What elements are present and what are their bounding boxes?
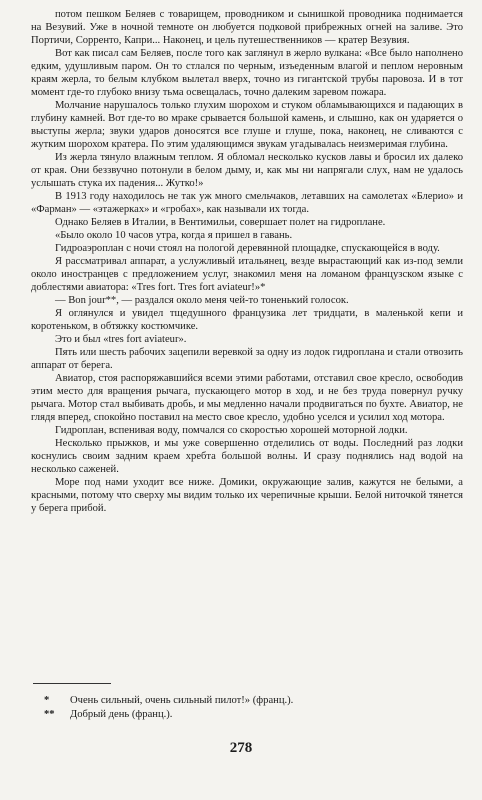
footnote-mark: * [44,695,50,706]
footnote [44,694,464,708]
paragraph: Несколько прыжков, и мы уже совершенно отделились от воды. Последний раз лодки коснулись своим задним краем хребта большой волны. И сразу поднялись над водой на несколько саженей. [31,438,463,475]
paragraph: — Bon jour**, — раздался около меня чей-то тоненький голосок. [55,295,349,306]
paragraph: Вот как писал сам Беляев, после того как заглянул в жерло вулкана: «Все было наполнено едким, удушливым паром. Он то стлался по черным, изъеденным влагой и пеплом неровным краям жерла, то белым клубком вылетал вверх, точно из гигантской трубы паровоза. И в тот момент где-то глубоко внизу тьма освещалась, точно далеким заревом пожара. [31,48,463,98]
paragraph: В 1913 году находилось не так уж много смельчаков, летавших на самолетах «Блерио» и «Фарман» — «этажерках» и «гробах», как называли их тогда. [31,191,463,215]
paragraph: Гидроплан, вспенивая воду, помчался со скоростью хорошей моторной лодки. [55,425,408,436]
paragraph: Из жерла тянуло влажным теплом. Я обломал несколько кусков лавы и бросил их далеко от края. Они беззвучно потонули в белом дыму, и, как мы ни напрягали слух, нам не удалось услышать стука их падения... Жутко!» [31,152,463,189]
footnote [44,708,464,722]
paragraph: Пять или шесть рабочих зацепили веревкой за одну из лодок гидроплана и стали отвозить аппарат от берега. [31,347,463,371]
footnote-divider [33,683,111,684]
paragraph: «Было около 10 часов утра, когда я пришел в гавань. [55,230,293,241]
footnotes [44,694,464,722]
paragraph: Я оглянулся и увидел тщедушного французика лет тридцати, в маленькой кепи и коротеньком, в обтяжку костюмчике. [31,308,463,332]
footnote-text: Добрый день (франц.). [70,709,173,720]
page-number: 278 [229,740,253,756]
paragraph: потом пешком Беляев с товарищем, проводником и сынишкой проводника поднимается на Везувий. Уже в ночной темноте он любуется подковой прибрежных огней на заливе. Это Портичи, Сорренто, Капри... Наконец, и цель путешественников — кратер Везувия. [31,9,463,46]
paragraph: Я рассматривал аппарат, а услужливый итальянец, везде вырастающий как из-под земли около иностранцев с предложением услуг, знакомил меня на ломаном французском языке с доблестями авиатора: «Tres fort. Tres fort aviateur!»* [31,256,463,293]
paragraph: Однако Беляев в Италии, в Вентимильи, совершает полет на гидроплане. [55,217,386,228]
paragraph: Море под нами уходит все ниже. Домики, окружающие залив, кажутся не белыми, а красными, потому что сверху мы видим только их черепичные крыши. Белой ниточкой тянется у берега прибой. [31,477,463,514]
footnote-mark: ** [44,709,55,720]
paragraph: Это и был «tres fort aviateur». [55,334,187,345]
body-text [31,8,463,515]
footnote-text: Очень сильный, очень сильный пилот!» (франц.). [70,695,294,706]
paragraph: Молчание нарушалось только глухим шорохом и стуком обламывающихся и падающих в глубину камней. Вот где-то во мраке срывается большой камень, и слышно, как он ударяется о выступы жерла; звуки ударов доносятся все глуше и глуше, пока, наконец, не сливаются с жутким шорохом кратера. По этим удаляющимся звукам угадывалась неизмеримая глубина. [31,100,463,150]
paragraph: Авиатор, стоя распоряжавшийся всеми этими работами, отставил свое кресло, освободив этим место для вращения рычага, пускающего мотор в ход, и не без труда повернул ручку рычага. Мотор стал выбивать дробь, и мы медленно начали продвигаться по бухте. Авиатор, не глядя вперед, спокойно поставил на место свое кресло, удобно уселся и усилил ход мотора. [31,373,463,423]
paragraph: Гидроаэроплан с ночи стоял на пологой деревянной площадке, спускающейся в воду. [55,243,440,254]
